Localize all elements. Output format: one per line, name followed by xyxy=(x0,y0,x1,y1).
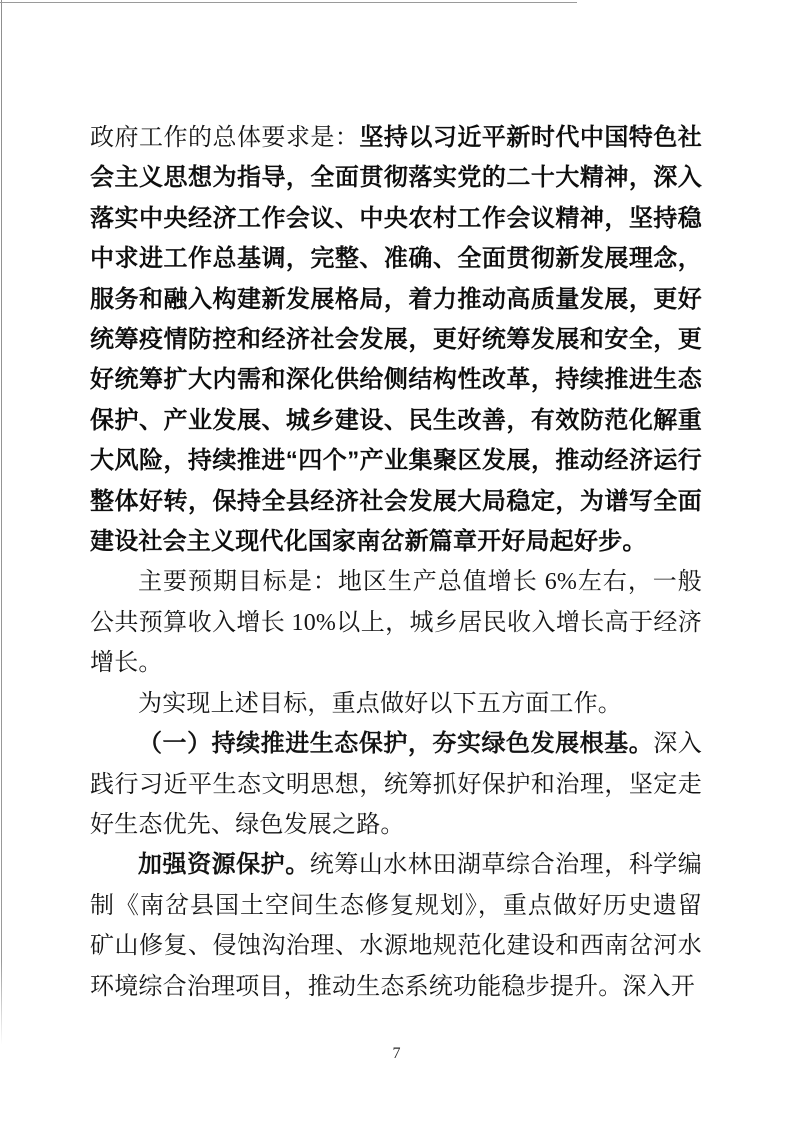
text-segment-kaiti: 政府工作的总体要求是： xyxy=(90,125,360,151)
paragraph xyxy=(90,118,702,562)
paragraph xyxy=(90,684,702,724)
page-number: 7 xyxy=(392,1045,401,1062)
text-segment-heiti-bold: 坚持以习近平新时代中国特色社会主义思想为指导，全面贯彻落实党的二十大精神，深入落实中央经济工作会议、中央农村工作会议精神，坚持稳中求进工作总基调，完整、准确、全面贯彻新发展理念，服务和融入构建新发展格局，着力推动高质量发展，更好统筹疫情防控和经济社会发展，更好统筹发展和安全，更好统筹扩大内需和深化供给侧结构性改革，持续推进生态保护、产业发展、城乡建设、民生改善，有效防范化解重大风险，持续推进“四个”产业集聚区发展，推动经济运行整体好转，保持全县经济社会发展大局稳定，为谱写全面建设社会主义现代化国家南岔新篇章开好局起好步。 xyxy=(90,124,702,556)
text-segment-kaiti-bold: 加强资源保护。 xyxy=(138,852,310,879)
scan-artifact-top-edge xyxy=(0,2,577,3)
paragraph xyxy=(90,845,702,1007)
document-body xyxy=(90,118,702,1007)
text-segment-kaiti: 深入践行习近平生态文明思想，统筹抓好保护和治理，坚定走好生态优先、绿色发展之路。 xyxy=(90,731,703,838)
text-segment-kaiti: 统筹山水林田湖草综合治理，科学编制《南岔县国土空间生态修复规划》，重点做好历史遗留矿山修复、侵蚀沟治理、水源地规范化建设和西南岔河水环境综合治理项目，推动生态系统功能稳步提升。深入开 xyxy=(90,852,703,1000)
scan-artifact-left-edge xyxy=(1,0,2,1045)
text-segment-kaiti: 为实现上述目标，重点做好以下五方面工作。 xyxy=(138,690,622,717)
text-segment-kaiti: 主要预期目标是：地区生产总值增长 6%左右，一般公共预算收入增长 10%以上，城乡居民收入增长高于经济增长。 xyxy=(90,569,702,677)
paragraph xyxy=(90,724,702,845)
paragraph xyxy=(90,562,702,683)
text-segment-kaiti-bold: （一）持续推进生态保护，夯实绿色发展根基。 xyxy=(138,731,654,758)
